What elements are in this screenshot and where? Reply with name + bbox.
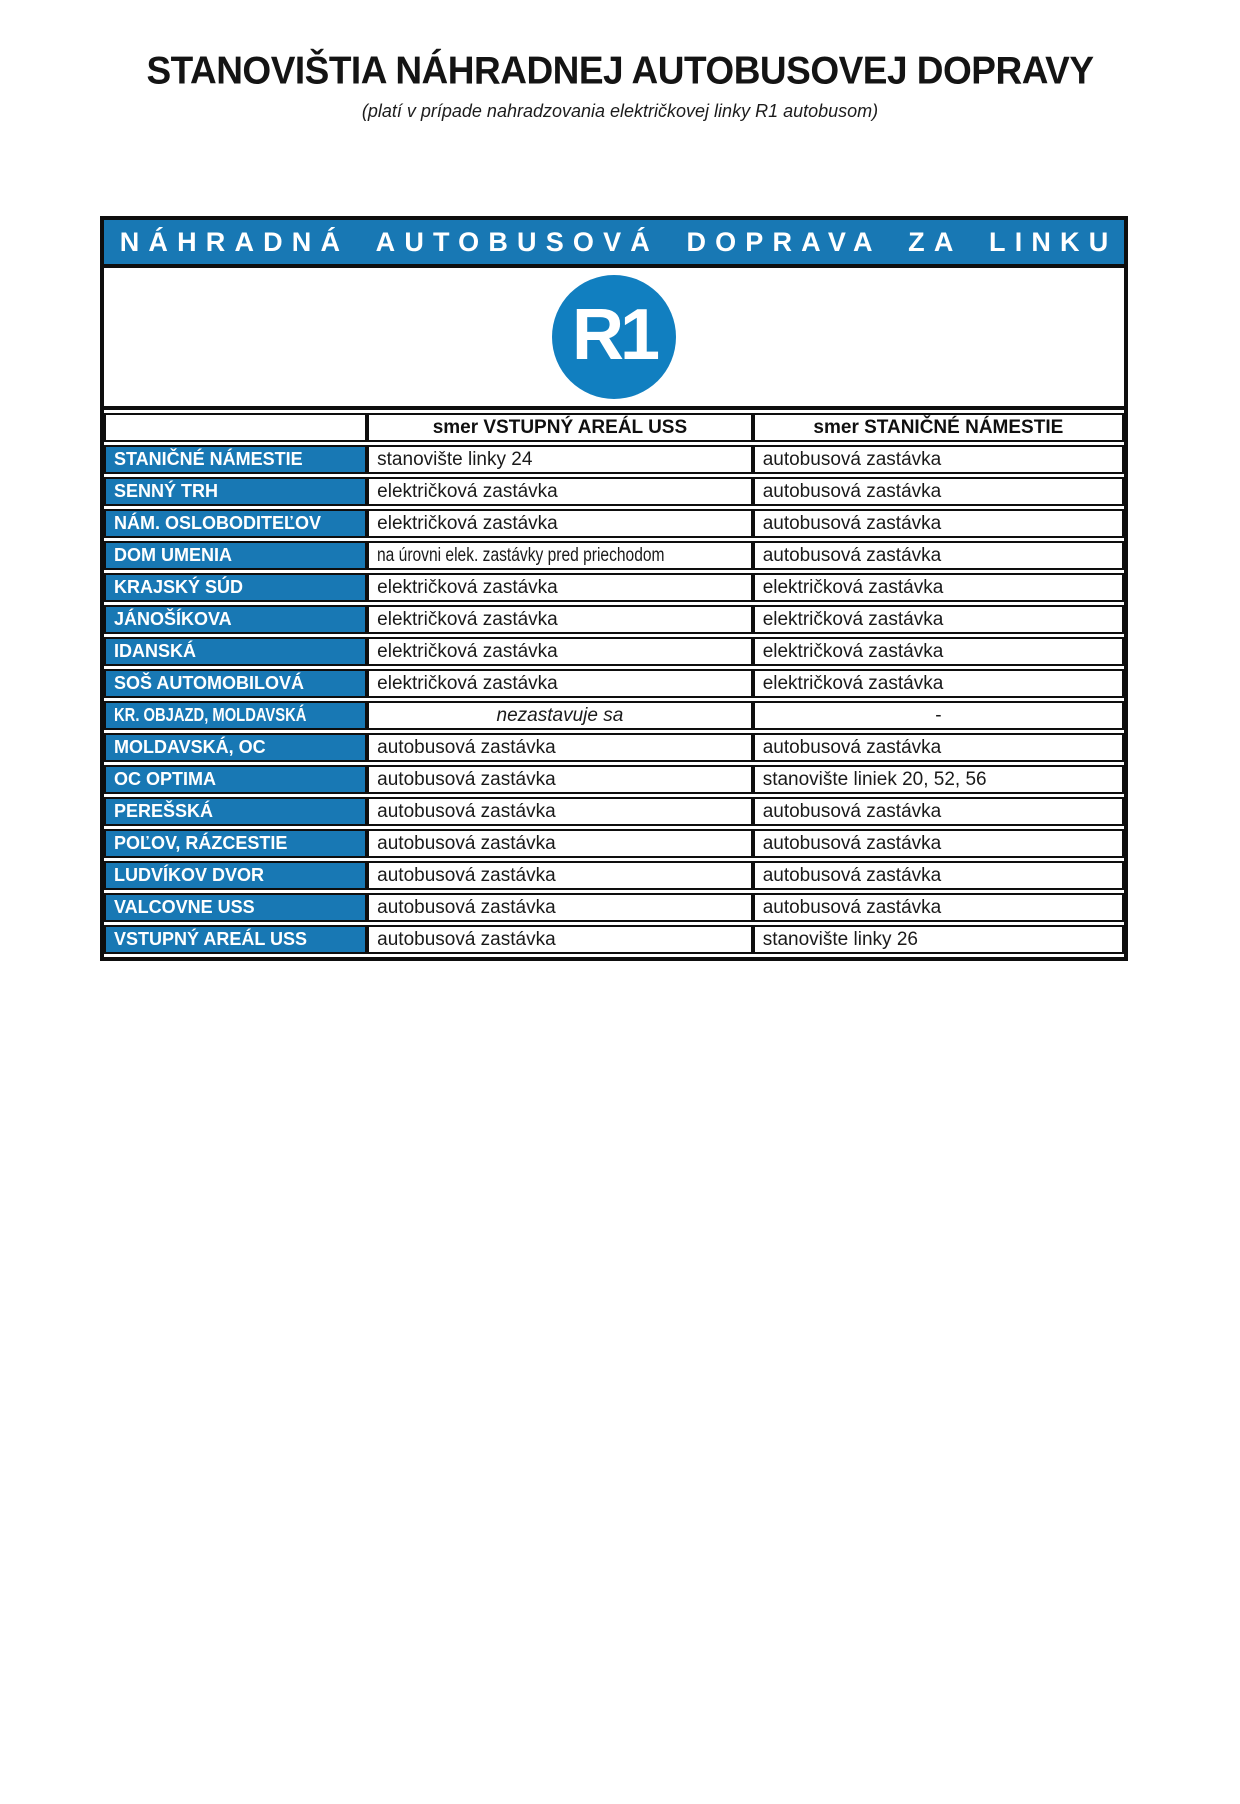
- direction-value-cell: [367, 605, 753, 634]
- stop-name-cell: [104, 477, 367, 506]
- stop-name-cell: [104, 669, 367, 698]
- stop-name-label: LUDVÍKOV DVOR: [114, 865, 265, 885]
- direction-value-label: električková zastávka: [377, 673, 558, 694]
- table-row: [104, 605, 1124, 634]
- direction-value-cell: [367, 861, 753, 890]
- direction-value-cell: [367, 765, 753, 794]
- direction-value-label: električková zastávka: [762, 673, 944, 694]
- direction-value-cell: [367, 477, 753, 506]
- direction-value-cell: [753, 861, 1124, 890]
- direction-value-label: autobusová zastávka: [762, 481, 942, 502]
- direction-value-label: stanovište linky 24: [377, 449, 533, 470]
- direction-value-cell: [367, 637, 753, 666]
- notice-board: [100, 216, 1128, 961]
- direction-value-label: autobusová zastávka: [762, 737, 942, 758]
- direction-value-label: električková zastávka: [377, 481, 558, 502]
- stop-name-cell: [104, 445, 367, 474]
- stop-name-cell: [104, 893, 367, 922]
- direction-value-cell: [753, 637, 1124, 666]
- direction-value-label: nezastavuje sa: [496, 705, 624, 726]
- direction-value-cell: [753, 893, 1124, 922]
- stop-name-label: VSTUPNÝ AREÁL USS: [114, 929, 308, 949]
- stop-name-label: DOM UMENIA: [114, 545, 232, 565]
- direction-value-cell: [753, 509, 1124, 538]
- direction-value-cell: [367, 541, 753, 570]
- direction-value-cell: [753, 445, 1124, 474]
- stop-name-cell: [104, 765, 367, 794]
- no-stop-note-cell: [367, 701, 753, 730]
- direction-value-label: autobusová zastávka: [762, 545, 942, 566]
- stop-name-label: SOŠ AUTOMOBILOVÁ: [114, 673, 305, 693]
- direction-value-cell: [367, 925, 753, 954]
- stop-name-label: JÁNOŠÍKOVA: [114, 609, 232, 629]
- direction-value-cell: [367, 573, 753, 602]
- table-row: [104, 637, 1124, 666]
- direction-value-cell: [753, 477, 1124, 506]
- direction-value-label: autobusová zastávka: [377, 929, 556, 950]
- table-header-row: [104, 413, 1124, 442]
- table-row: [104, 861, 1124, 890]
- direction-value-label: autobusová zastávka: [762, 865, 942, 886]
- stop-name-cell: [104, 925, 367, 954]
- stop-name-cell: [104, 861, 367, 890]
- stop-name-label: OC OPTIMA: [114, 769, 216, 789]
- direction-value-cell: [367, 669, 753, 698]
- direction-value-cell: [753, 797, 1124, 826]
- direction-value-cell: [367, 893, 753, 922]
- stop-name-cell: [104, 541, 367, 570]
- table-row: [104, 701, 1124, 730]
- direction-value-cell: [753, 829, 1124, 858]
- direction-value-cell: [753, 765, 1124, 794]
- stop-name-cell: [104, 829, 367, 858]
- direction-value-label: autobusová zastávka: [762, 513, 942, 534]
- direction-header-cell: smer STANIČNÉ NÁMESTIE: [753, 413, 1124, 442]
- direction-value-label: na úrovni elek. zastávky pred priechodom: [377, 545, 665, 566]
- stop-name-label: MOLDAVSKÁ, OC: [114, 737, 266, 757]
- direction-value-cell: [367, 797, 753, 826]
- table-row: [104, 797, 1124, 826]
- direction-value-label: autobusová zastávka: [377, 737, 556, 758]
- direction-header-cell: smer VSTUPNÝ AREÁL USS: [367, 413, 753, 442]
- direction-value-label: autobusová zastávka: [762, 897, 942, 918]
- direction-value-cell: [753, 925, 1124, 954]
- direction-value-cell: [367, 733, 753, 762]
- stop-name-cell: [104, 701, 367, 730]
- table-row: [104, 477, 1124, 506]
- direction-value-label: autobusová zastávka: [762, 801, 942, 822]
- stop-name-label: SENNÝ TRH: [114, 481, 219, 501]
- stop-name-label: STANIČNÉ NÁMESTIE: [114, 449, 303, 469]
- direction-value-label: stanovište liniek 20, 52, 56: [762, 769, 987, 790]
- stops-body: [104, 445, 1124, 954]
- table-row: [104, 733, 1124, 762]
- direction-value-cell: [367, 509, 753, 538]
- direction-value-cell: [753, 701, 1124, 730]
- direction-value-cell: [753, 733, 1124, 762]
- table-row: [104, 765, 1124, 794]
- table-row: [104, 925, 1124, 954]
- stop-name-label: NÁM. OSLOBODITEĽOV: [114, 513, 321, 533]
- table-row: [104, 445, 1124, 474]
- direction-value-label: autobusová zastávka: [762, 833, 942, 854]
- stop-name-label: POĽOV, RÁZCESTIE: [114, 833, 288, 853]
- direction-value-label: električková zastávka: [377, 641, 558, 662]
- stop-name-label: IDANSKÁ: [114, 641, 197, 661]
- table-row: [104, 829, 1124, 858]
- stop-name-label: VALCOVNE USS: [114, 897, 255, 917]
- direction-value-cell: [753, 573, 1124, 602]
- stops-table: [104, 406, 1124, 957]
- direction-value-cell: [753, 605, 1124, 634]
- banner-heading: NÁHRADNÁ AUTOBUSOVÁ DOPRAVA ZA LINKU: [104, 220, 1124, 268]
- stop-name-cell: [104, 637, 367, 666]
- direction-value-cell: [367, 829, 753, 858]
- direction-value-label: električková zastávka: [377, 513, 558, 534]
- stop-name-cell: [104, 605, 367, 634]
- direction-value-label: autobusová zastávka: [377, 801, 556, 822]
- direction-value-label: električková zastávka: [762, 641, 944, 662]
- table-row: [104, 573, 1124, 602]
- direction-value-label: autobusová zastávka: [377, 865, 556, 886]
- stop-name-cell: [104, 573, 367, 602]
- stop-name-cell: [104, 733, 367, 762]
- table-row: [104, 669, 1124, 698]
- stop-name-label: KR. OBJAZD, MOLDAVSKÁ: [114, 705, 307, 725]
- stop-name-cell: [104, 509, 367, 538]
- direction-value-label: električková zastávka: [377, 577, 558, 598]
- page-title: STANOVIŠTIA NÁHRADNEJ AUTOBUSOVEJ DOPRAVY: [146, 48, 1094, 93]
- stop-name-label: PEREŠSKÁ: [114, 801, 214, 821]
- direction-value-cell: [753, 669, 1124, 698]
- line-r1-badge-icon: R1: [552, 275, 676, 399]
- direction-value-cell: [753, 541, 1124, 570]
- direction-value-label: autobusová zastávka: [377, 897, 556, 918]
- direction-value-cell: [367, 445, 753, 474]
- stop-name-cell: [104, 797, 367, 826]
- page-subtitle: (platí v prípade nahradzovania električkovej linky R1 autobusom): [361, 101, 879, 121]
- stop-name-label: KRAJSKÝ SÚD: [114, 577, 244, 597]
- table-row: [104, 509, 1124, 538]
- direction-value-label: stanovište linky 26: [762, 929, 918, 950]
- corner-header-cell: [104, 413, 367, 442]
- table-row: [104, 893, 1124, 922]
- direction-value-label: autobusová zastávka: [377, 833, 556, 854]
- table-row: [104, 541, 1124, 570]
- direction-value-label: električková zastávka: [762, 609, 944, 630]
- direction-value-label: autobusová zastávka: [377, 769, 556, 790]
- direction-value-label: električková zastávka: [377, 609, 558, 630]
- direction-value-label: -: [935, 705, 942, 726]
- direction-value-label: autobusová zastávka: [762, 449, 942, 470]
- line-logo-section: [104, 268, 1124, 406]
- direction-value-label: električková zastávka: [762, 577, 944, 598]
